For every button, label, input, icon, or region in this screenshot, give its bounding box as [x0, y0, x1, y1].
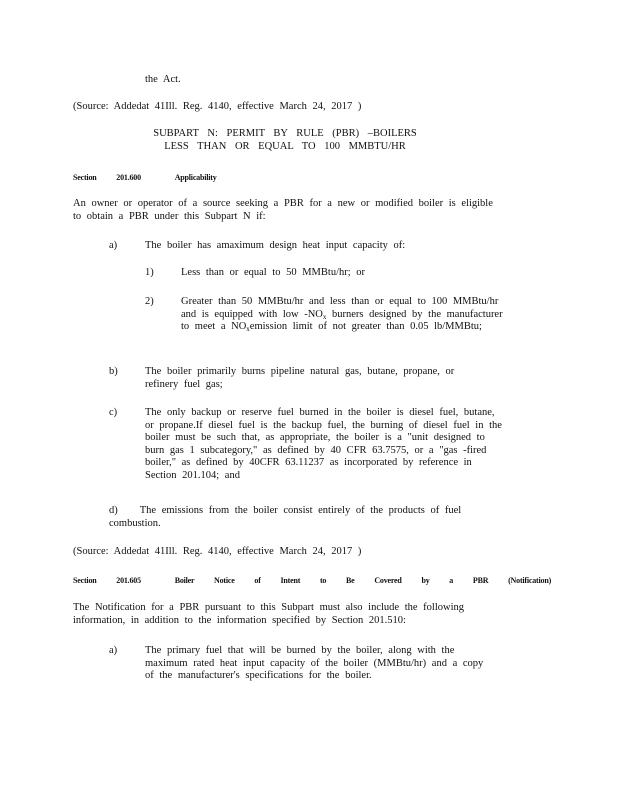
item-text-with-label	[109, 505, 503, 530]
section-header-605	[73, 575, 551, 588]
item-label: c)	[109, 407, 118, 418]
subscript-x: x	[246, 325, 250, 333]
section-title: Applicability	[174, 173, 217, 182]
item-text: The emissions from the boiler consist entirely of the products of fuel combustion.	[109, 505, 462, 529]
section-intro: An owner or operator of a source seeking a PBR for a new or modified boiler is eligible to obtain a PBR under this Subpart N if:	[73, 198, 493, 222]
item-label: a)	[109, 645, 118, 656]
subpart-heading	[120, 128, 450, 153]
section-header-600	[73, 172, 217, 185]
item-text-part: Greater than 50 MMBtu/hr and less than or equal to 100 MMBtu/hr and is equipped with low -NO	[181, 296, 499, 320]
section-number: Section 201.605	[73, 576, 141, 585]
list-item	[73, 296, 503, 348]
subscript-x: x	[322, 312, 327, 321]
item-label: 1)	[145, 267, 154, 278]
item-text: The only backup or reserve fuel burned in the boiler is diesel fuel, butane, or propane.If diesel fuel is the backup fuel, the burning of diesel fuel in the boiler must be such that, as appropriate, the boiler is a "unit designed to burn gas 1 subcategory," as defined by 40 CFR 63.7575, or a "gas -fired boiler," as defined by 40CFR 63.11237 as incorporated by reference in Section 201.104; and	[145, 407, 502, 481]
item-text: The boiler primarily burns pipeline natural gas, butane, propane, or refinery fuel gas;	[145, 366, 455, 390]
item-label: 2)	[145, 296, 154, 307]
section-intro: The Notification for a PBR pursuant to this Subpart must also include the following information, in addition to the information specified by Section 201.510:	[73, 602, 464, 626]
item-label: a)	[109, 240, 118, 251]
item-text-part: burners designed by the manufacturer to meet a NO	[181, 308, 503, 332]
list-item	[73, 366, 503, 392]
list-item	[73, 645, 503, 685]
section-title: Boiler Notice of Intent to Be Covered by a PBR (Notification)	[174, 576, 552, 585]
list-item	[73, 505, 503, 531]
item-label: b)	[109, 366, 118, 377]
source-note: (Source: Addedat 41Ill. Reg. 4140, effective March 24, 2017 )	[73, 101, 362, 112]
source-note: (Source: Addedat 41Ill. Reg. 4140, effective March 24, 2017 )	[73, 546, 362, 557]
item-text: The boiler has amaximum design heat input capacity of:	[145, 240, 406, 251]
item-text: The primary fuel that will be burned by the boiler, along with the maximum rated heat input capacity of the boiler (MMBtu/hr) and a copy of the manufacturer's specifications for the boiler.	[145, 645, 484, 681]
section-number: Section 201.600	[73, 173, 141, 182]
list-item	[73, 407, 503, 487]
item-text	[181, 296, 503, 334]
continuation-line: the Act.	[145, 74, 181, 85]
subpart-heading-line1: SUBPART N: PERMIT BY RULE (PBR) –BOILERS	[153, 128, 417, 139]
subpart-heading-line2: LESS THAN OR EQUAL TO 100 MMBTU/HR	[164, 140, 406, 152]
item-text-part: emission limit of not greater than 0.05 lb/MMBtu;	[249, 321, 482, 332]
item-text: Less than or equal to 50 MMBtu/hr; or	[181, 267, 366, 278]
item-label: d)	[109, 505, 118, 516]
